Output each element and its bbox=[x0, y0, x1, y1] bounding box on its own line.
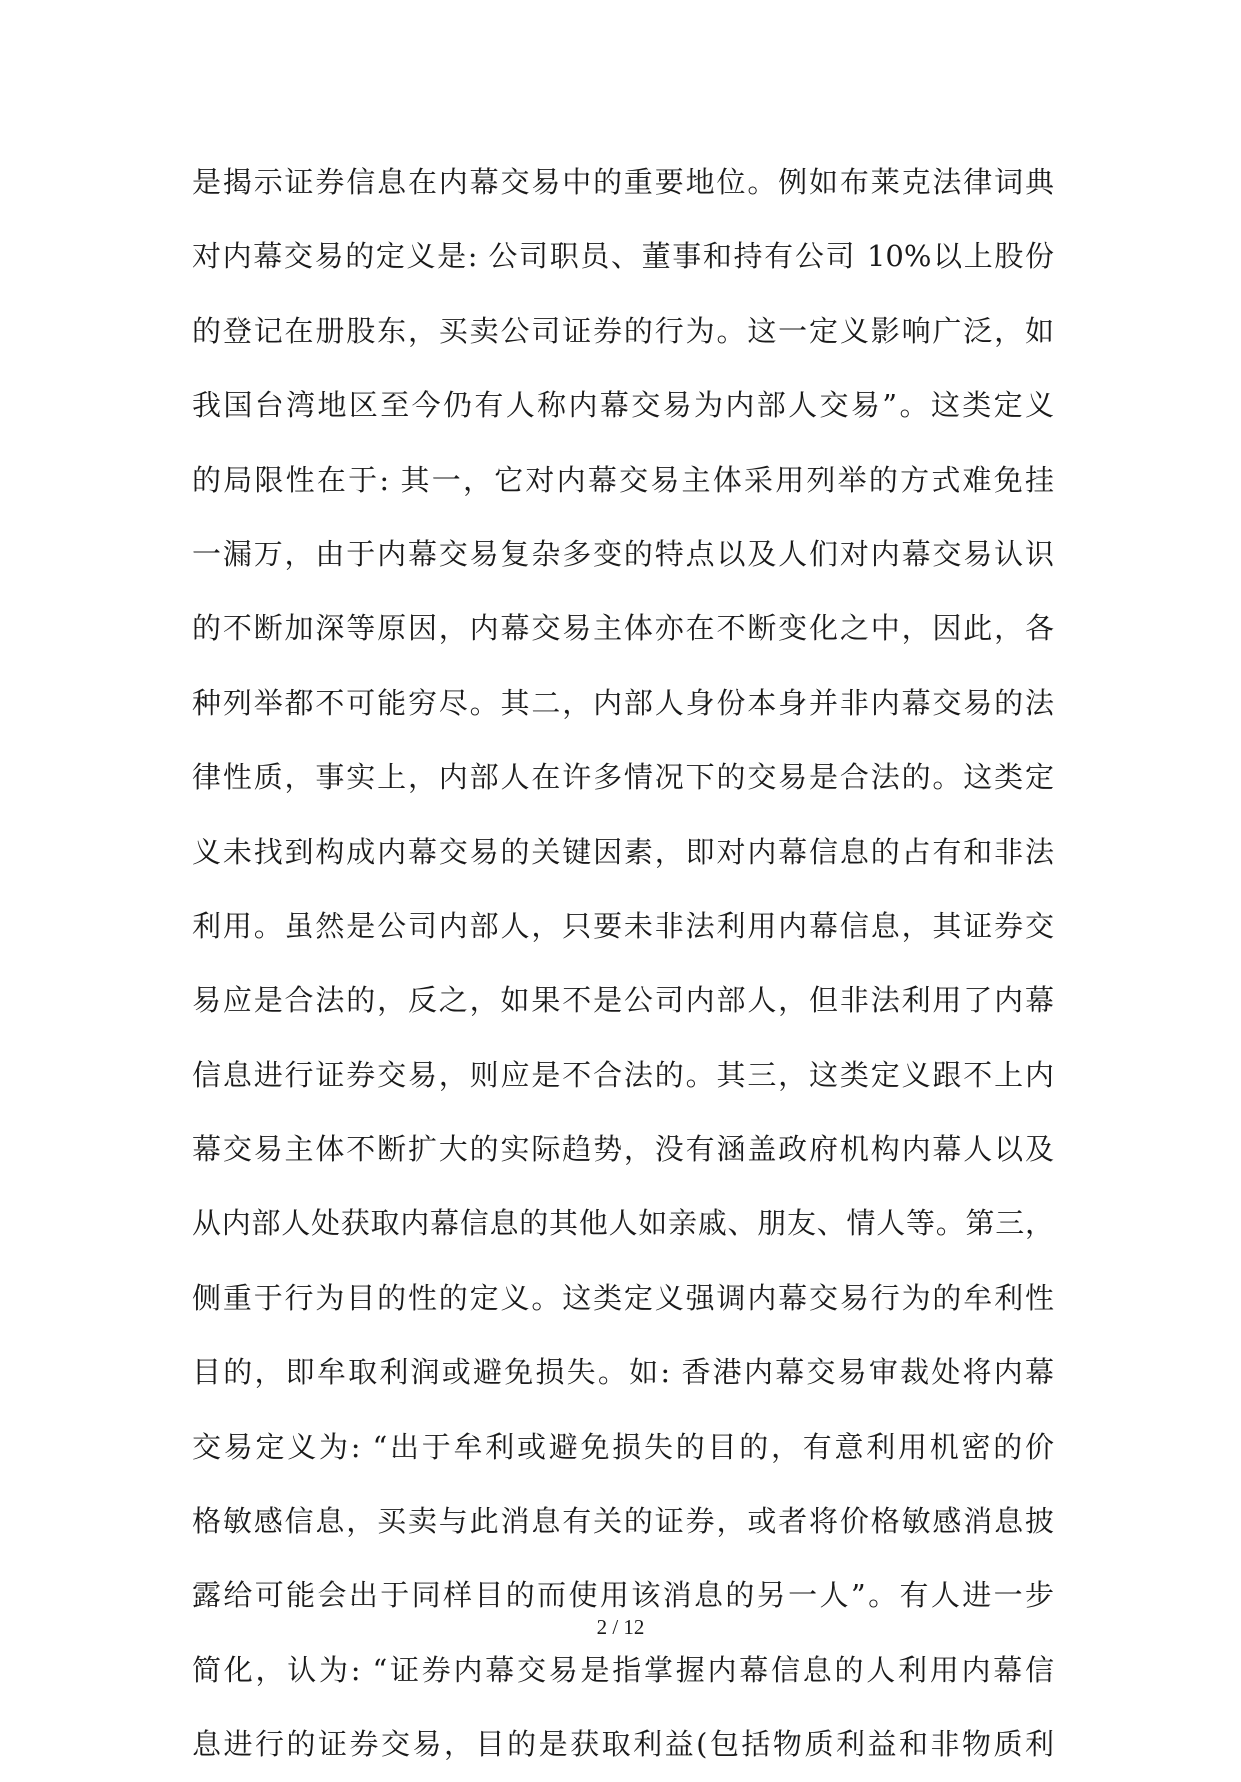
text-line: 信息进行证券交易，则应是不合法的。其三，这类定义跟不上内 bbox=[192, 1057, 1054, 1092]
text-line: 简化，认为: “证券内幕交易是指掌握内幕信息的人利用内幕信 bbox=[192, 1652, 1054, 1687]
text-line: 侧重于行为目的性的定义。这类定义强调内幕交易行为的牟利性 bbox=[192, 1280, 1054, 1315]
text-line: 露给可能会出于同样目的而使用该消息的另一人”。有人进一步 bbox=[192, 1578, 1054, 1613]
text-line: 目的，即牟取利润或避免损失。如: 香港内幕交易审裁处将内幕 bbox=[192, 1355, 1054, 1390]
text-line: 的登记在册股东，买卖公司证券的行为。这一定义影响广泛，如 bbox=[192, 313, 1054, 348]
text-line: 幕交易主体不断扩大的实际趋势，没有涵盖政府机构内幕人以及 bbox=[192, 1132, 1054, 1167]
text-line: 律性质，事实上，内部人在许多情况下的交易是合法的。这类定 bbox=[192, 760, 1054, 795]
text-line: 我国台湾地区至今仍有人称内幕交易为内部人交易”。这类定义 bbox=[192, 388, 1054, 423]
text-line: 种列举都不可能穷尽。其二，内部人身份本身并非内幕交易的法 bbox=[192, 685, 1054, 720]
text-line: 易应是合法的，反之，如果不是公司内部人，但非法利用了内幕 bbox=[192, 983, 1054, 1018]
text-line: 的局限性在于: 其一，它对内幕交易主体采用列举的方式难免挂 bbox=[192, 462, 1054, 497]
text-line: 对内幕交易的定义是: 公司职员、董事和持有公司 10%以上股份 bbox=[192, 239, 1054, 274]
text-line: 是揭示证券信息在内幕交易中的重要地位。例如布莱克法律词典 bbox=[192, 165, 1054, 199]
page-number: 2 / 12 bbox=[596, 1615, 645, 1639]
text-line: 交易定义为: “出于牟利或避免损失的目的，有意利用机密的价 bbox=[192, 1429, 1054, 1464]
text-line: 的不断加深等原因，内幕交易主体亦在不断变化之中，因此，各 bbox=[192, 611, 1054, 646]
text-line: 从内部人处获取内幕信息的其他人如亲戚、朋友、情人等。第三， bbox=[192, 1206, 1054, 1241]
text-line: 利用。虽然是公司内部人，只要未非法利用内幕信息，其证券交 bbox=[192, 908, 1054, 943]
text-line: 义未找到构成内幕交易的关键因素，即对内幕信息的占有和非法 bbox=[192, 834, 1054, 869]
text-line: 一漏万，由于内幕交易复杂多变的特点以及人们对内幕交易认识 bbox=[192, 536, 1054, 571]
text-line: 息进行的证券交易，目的是获取利益(包括物质利益和非物质利 bbox=[192, 1727, 1054, 1762]
text-line: 格敏感信息，买卖与此消息有关的证券，或者将价格敏感消息披 bbox=[192, 1504, 1054, 1539]
body-text bbox=[192, 145, 1054, 1782]
